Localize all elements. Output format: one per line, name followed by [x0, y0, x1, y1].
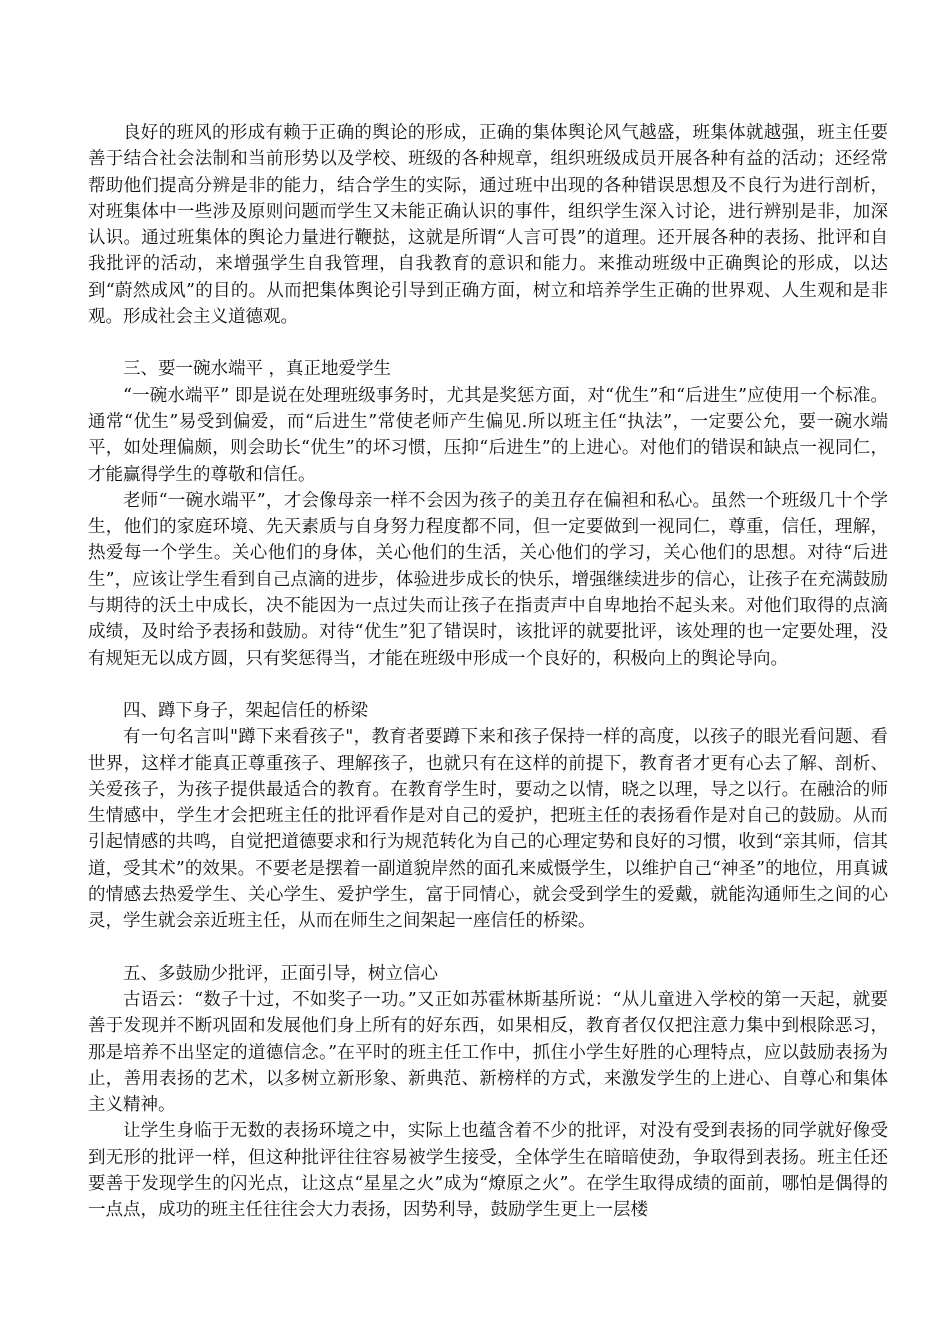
paragraph: 古语云：“数子十过，不如奖子一功。”又正如苏霍林斯基所说：“从儿童进入学校的第一天起，就要善于发现并不断巩固和发展他们身上所有的好东西，如果相反，教育者仅仅把注意力集中到根除恶习，那是培养不出坚定的道德信念。”在平时的班主任工作中，抓住小学生好胜的心理特点，应以鼓励表扬为止，善用表扬的艺术，以多树立新形象、新典范、新榜样的方式，来激发学生的上进心、自尊心和集体主义精神。 [88, 989, 888, 1116]
section-gap [88, 330, 888, 356]
paragraph: 老师“一碗水端平”，才会像母亲一样不会因为孩子的美丑存在偏袒和私心。虽然一个班级几十个学生，他们的家庭环境、先天素质与自身努力程度都不同，但一定要做到一视同仁，尊重，信任，理解，热爱每一个学生。关心他们的身体，关心他们的生活，关心他们的学习，关心他们的思想。对待“后进生”，应该让学生看到自己点滴的进步，体验进步成长的快乐，增强继续进步的信心，让孩子在充满鼓励与期待的沃土中成长，决不能因为一点过失而让孩子在指责声中自卑地抬不起头来。对他们取得的点滴成绩，及时给予表扬和鼓励。对待“优生”犯了错误时，该批评的就要批评，该处理的也一定要处理，没有规矩无以成方圆，只有奖惩得当，才能在班级中形成一个良好的，积极向上的舆论导向。 [88, 490, 888, 669]
section-gap [88, 935, 888, 961]
section-heading: 五、多鼓励少批评，正面引导，树立信心 [123, 963, 438, 984]
section-heading: 四、蹲下身子，架起信任的桥梁 [123, 700, 368, 721]
paragraph: 有一句名言叫"蹲下来看孩子"，教育者要蹲下来和孩子保持一样的高度，以孩子的眼光看问题、看世界，这样才能真正尊重孩子、理解孩子，也就只有在这样的前提下，教育者才更有心去了解、剖析、关爱孩子，为孩子提供最适合的教育。在教育学生时，要动之以情，晓之以理，导之以行。在融洽的师生情感中，学生才会把班主任的批评看作是对自己的爱护，把班主任的表扬看作是对自己的鼓励。从而引起情感的共鸣，自觉把道德要求和行为规范转化为自己的心理定势和良好的习惯，收到“亲其师，信其道，受其术”的效果。不要老是摆着一副道貌岸然的面孔来威慑学生，以维护自己“神圣”的地位，用真诚的情感去热爱学生、关心学生、爱护学生，富于同情心，就会受到学生的爱戴，就能沟通师生之间的心灵，学生就会亲近班主任，从而在师生之间架起一座信任的桥梁。 [88, 727, 888, 932]
paragraph: 让学生身临于无数的表扬环境之中，实际上也蕴含着不少的批评，对没有受到表扬的同学就好像受到无形的批评一样，但这种批评往往容易被学生接受，全体学生在暗暗使劲，争取得到表扬。班主任还要善于发现学生的闪光点，让这点“星星之火”成为“燎原之火”。在学生取得成绩的面前，哪怕是偶得的一点点，成功的班主任往往会大力表扬，因势利导，鼓励学生更上一层楼 [88, 1121, 888, 1221]
section-heading: 三、要一碗水端平 ，真正地爱学生 [123, 359, 392, 380]
paragraph: 良好的班风的形成有赖于正确的舆论的形成，正确的集体舆论风气越盛，班集体就越强，班主任要善于结合社会法制和当前形势以及学校、班级的各种规章，组织班级成员开展各种有益的活动；还经常帮助他们提高分辨是非的能力，结合学生的实际，通过班中出现的各种错误思想及不良行为进行剖析，对班集体中一些涉及原则问题而学生又未能正确认识的事件，组织学生深入讨论，进行辨别是非，加深认识。通过班集体的舆论力量进行鞭挞，这就是所谓“人言可畏”的道理。还开展各种的表扬、批评和自我批评的活动，来增强学生自我管理，自我教育的意识和能力。来推动班级中正确舆论的形成，以达到“蔚然成风”的目的。从而把集体舆论引导到正确方面，树立和培养学生正确的世界观、人生观和是非观。形成社会主义道德观。 [88, 123, 888, 328]
paragraph: “一碗水端平” 即是说在处理班级事务时，尤其是奖惩方面，对“优生”和“后进生”应使用一个标准。通常“优生”易受到偏爱，而“后进生”常使老师产生偏见.所以班主任“执法”，一定要公允，要一碗水端平，如处理偏颇，则会助长“优生”的坏习惯，压抑“后进生”的上进心。对他们的错误和缺点一视同仁，才能赢得学生的尊敬和信任。 [88, 385, 888, 485]
document-page [88, 120, 888, 1224]
section-gap [88, 672, 888, 698]
